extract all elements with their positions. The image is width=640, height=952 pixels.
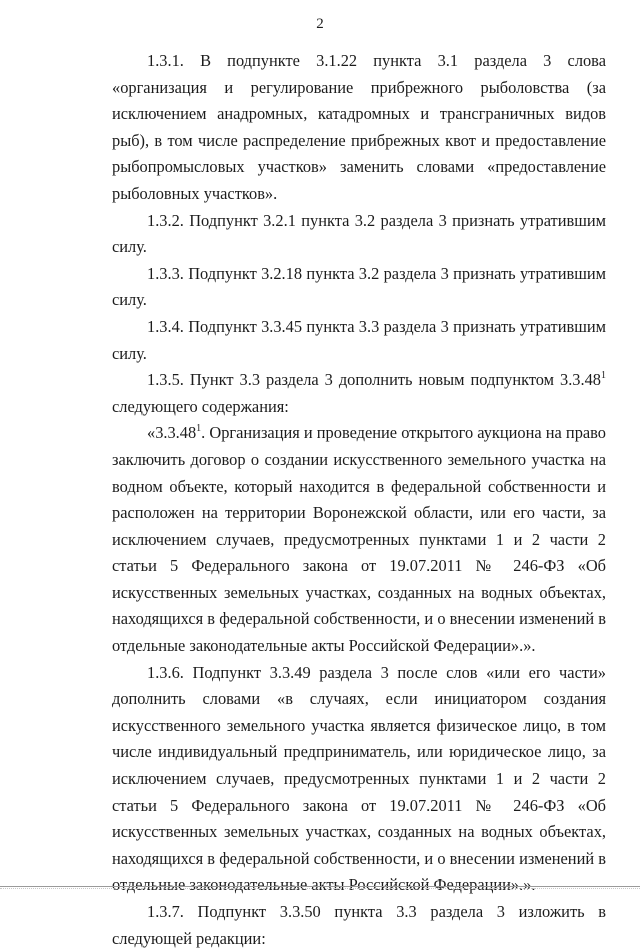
scan-bottom-edge-shadow: [0, 888, 640, 889]
paragraph-1-3-5-tail: следующего содержания:: [112, 396, 289, 416]
quote-text: . Организация и проведение открытого аукциона на право заключить договор о создании искусственного земельного участка на водном объекте, который находится в федеральной собственности и расположен на территории Воронежской области, или его части, за исключением случаев, предусмотренных пунктами 1 и 2 части 2 статьи 5 Федерального закона от 19.07.2011 № 246-ФЗ «Об искусственных земельных участках, созданных на водных объектах, находящихся в федеральной собственности, и о внесении изменений в отдельные законодательные акты Российской Федерации».».: [112, 423, 606, 656]
paragraph-1-3-3: 1.3.3. Подпункт 3.2.18 пункта 3.2 раздела 3 признать утратившим силу.: [112, 263, 606, 310]
quote-number: «3.3.48: [147, 423, 197, 443]
paragraph-1-3-5-text: 1.3.5. Пункт 3.3 раздела 3 дополнить новым подпунктом 3.3.48: [147, 370, 601, 390]
page-number: 2: [316, 16, 324, 32]
paragraph-1-3-4: 1.3.4. Подпункт 3.3.45 пункта 3.3 раздела 3 признать утратившим силу.: [112, 316, 606, 363]
paragraph-1-3-2: 1.3.2. Подпункт 3.2.1 пункта 3.2 раздела 3 признать утратившим силу.: [112, 210, 606, 257]
scan-bottom-edge: [0, 886, 640, 887]
superscript-mark: 1: [601, 370, 606, 382]
paragraph-1-3-7: 1.3.7. Подпункт 3.3.50 пункта 3.3 раздела 3 изложить в следующей редакции:: [112, 902, 606, 948]
paragraph-1-3-5: [112, 367, 606, 420]
paragraph-1-3-1: 1.3.1. В подпункте 3.1.22 пункта 3.1 раздела 3 слова «организация и регулирование прибрежного рыболовства (за исключением анадромных, катадромных и трансграничных видов рыб), в том числе распределение прибрежных квот и предоставление рыбопромысловых участков» заменить словами «предоставление рыболовных участков».: [112, 51, 606, 203]
document-body: [112, 48, 606, 952]
paragraph-1-3-6: 1.3.6. Подпункт 3.3.49 раздела 3 после слов «или его части» дополнить словами «в случаях, если инициатором создания искусственного земельного участка является физическое лицо, в том числе индивидуальный предприниматель, или юридическое лицо, за исключением случаев, предусмотренных пунктами 1 и 2 части 2 статьи 5 Федерального закона от 19.07.2011 № 246-ФЗ «Об искусственных земельных участках, созданных на водных объектах, находящихся в федеральной собственности, и о внесении изменений в отдельные законодательные акты Российской Федерации».».: [112, 662, 606, 895]
superscript-mark: 1: [196, 423, 202, 435]
paragraph-3-3-48-quote: [112, 420, 606, 659]
